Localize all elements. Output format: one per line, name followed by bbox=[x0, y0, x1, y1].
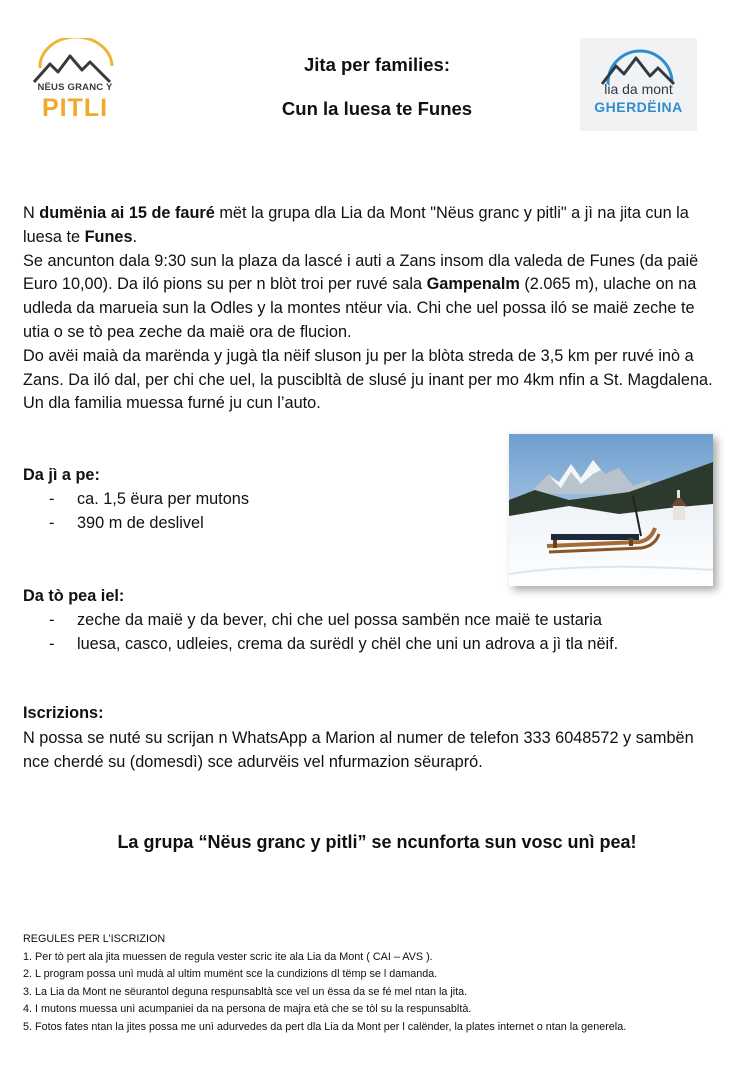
page-subtitle: Cun la luesa te Funes bbox=[281, 98, 473, 119]
signup-heading: Iscrizions: bbox=[23, 704, 104, 722]
rule-item: 1. Per tò pert ala jita muessen de regula vester scric ite ala Lia da Mont ( CAI – AVS ). bbox=[23, 950, 433, 963]
bring-heading: Da tò pea iel: bbox=[23, 587, 125, 605]
rule-item: 4. I mutons muessa unì acumpaniei da na persona de majra età che se tòl su la respunsabltà. bbox=[23, 1003, 472, 1016]
page-title: Jita per families: bbox=[303, 54, 450, 75]
list-item: - 390 m de deslivel bbox=[49, 511, 249, 535]
intro-paragraph-3: Do avëi maià da marënda y jugà tla nëif sluson ju per la blòta streda de 3,5 km per ruvé inò a Zans. Da iló dal, per chi che uel, la puscibltà de slusé ju inant per mo 4km nfin a St. Magdalena. Un dla familia muessa furné ju cun l’auto. bbox=[23, 346, 713, 413]
list-item: - luesa, casco, udleies, crema da surëdl y chël che uni un adrova a jì tla nëif. bbox=[49, 632, 618, 656]
list-item: - zeche da maië y da bever, chi che uel possa sambën nce maië te ustaria bbox=[49, 608, 618, 632]
rule-item: 5. Fotos fates ntan la jites possa me unì adurvedes da pert dla Lia da Mont per l calënder, la plates internet o ntan la generela. bbox=[23, 1020, 627, 1033]
walk-list bbox=[49, 487, 249, 535]
logo-left-line2: PITLI bbox=[41, 94, 109, 122]
intro-paragraph-1: N dumënia ai 15 de fauré mët la grupa dla Lia da Mont "Nëus granc y pitli" a jì na jita cun la luesa te Funes. bbox=[23, 204, 689, 246]
logo-left-line1: NËUS GRANC Y bbox=[37, 82, 113, 93]
rule-item: 2. L program possa unì mudà al ultim mumënt sce la cundizions dl tëmp se l damanda. bbox=[23, 968, 438, 981]
intro-paragraph-2: Se ancunton dala 9:30 sun la plaza da lascé i auti a Zans insom dla valeda de Funes (da paië Euro 10,00). Da iló pions su per n blòt troi per ruvé sala Gampenalm (2.065 m), ulache on na udleda da marueia sun la Odles y la montes ntëur via. Chi che uel possa iló se maië zeche te utia o se tò pea zeche da maië ora de flucion. bbox=[23, 251, 699, 341]
rule-item: 3. La Lia da Mont ne sëurantol deguna respunsabltà sce vel un ëssa da se fé mel ntan la jita. bbox=[23, 985, 468, 998]
intro-text bbox=[23, 202, 713, 416]
signup-text: N possa se nuté su scrijan n WhatsApp a Marion al numer de telefon 333 6048572 y sambën nce cherdé su (domesdì) sce adurvëis vel nfurmazion sëurapró. bbox=[23, 729, 694, 771]
rules-heading: REGULES PER L’ISCRIZION bbox=[23, 933, 166, 945]
sled-snow-photo bbox=[509, 434, 713, 586]
logo-right-line2: GHERDËINA bbox=[594, 99, 683, 115]
group-motto: La grupa “Nëus granc y pitli” se ncunforta sun vosc unì pea! bbox=[117, 832, 637, 852]
logo-right-line1: lia da mont bbox=[604, 81, 673, 97]
bring-list bbox=[49, 608, 618, 656]
logo-lia-da-mont-gherdeina bbox=[580, 38, 697, 131]
list-item: - ca. 1,5 ëura per mutons bbox=[49, 487, 249, 511]
rules-section bbox=[23, 931, 723, 1037]
walk-heading: Da jì a pe: bbox=[23, 466, 100, 484]
